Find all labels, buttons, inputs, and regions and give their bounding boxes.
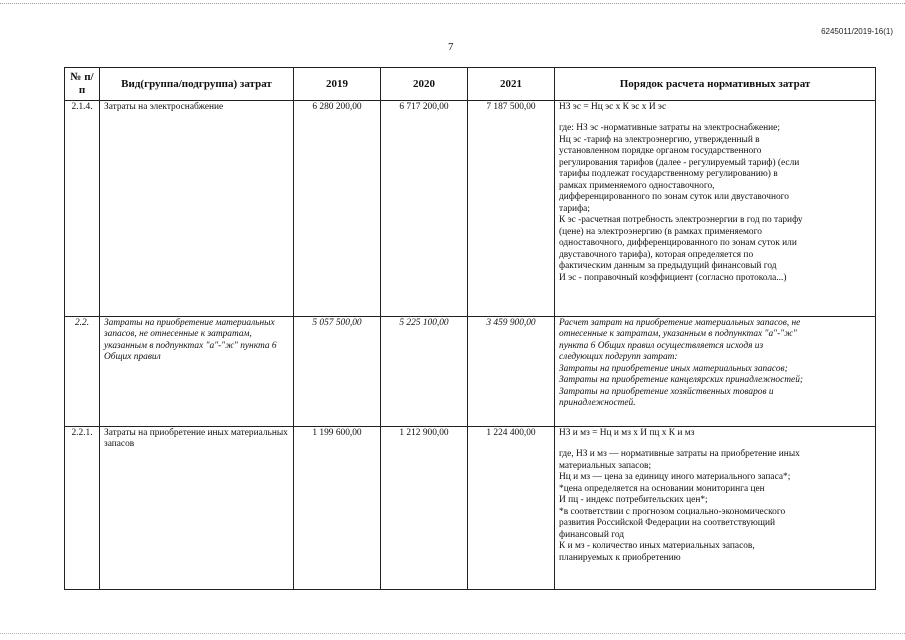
- method-line: И эс - поправочный коэффициент (согласно протокола...): [559, 272, 787, 283]
- method-line: где: НЗ эс -нормативные затраты на электроснабжение;: [559, 123, 780, 134]
- method-line: Затраты на приобретение канцелярских принадлежностей;: [559, 375, 804, 386]
- method-line: развития Российской Федерации на соответствующий: [559, 518, 776, 529]
- method-line: финансовый год: [559, 529, 625, 540]
- cost-table: [64, 67, 876, 590]
- header-method: Порядок расчета нормативных затрат: [555, 68, 876, 101]
- header-2020: 2020: [381, 68, 468, 101]
- table-row: [65, 317, 876, 427]
- method-line: рамках применяемого одноставочного,: [559, 180, 715, 191]
- method-line: *в соответствии с прогнозом социально-экономического: [559, 506, 786, 517]
- method-line: дифференцированного по зонам суток или двуставочного: [559, 192, 789, 203]
- method-line: тарифы подлежат государственному регулированию) в: [559, 169, 778, 180]
- calculation-method: [555, 317, 876, 427]
- method-line: (цене) на электроэнергию (в рамках применяемого: [559, 226, 762, 237]
- header-num: № п/п: [65, 68, 100, 101]
- document-code: 6245011/2019-16(1): [821, 27, 893, 36]
- scan-edge-top: [0, 3, 905, 5]
- method-line: отнесенные к затратам, указанным в подпунктах "а"-"ж": [559, 329, 797, 340]
- method-line: где, НЗ и мз — нормативные затраты на приобретение иных: [559, 449, 800, 460]
- method-line: Затраты на приобретение хозяйственных товаров и: [559, 386, 774, 397]
- table-row: [65, 427, 876, 590]
- calculation-method: [555, 427, 876, 590]
- calculation-method: [555, 101, 876, 317]
- method-line: Нц эс -тариф на электроэнергию, утвержденный в: [559, 134, 760, 145]
- method-line: К эс -расчетная потребность электроэнергии в год по тарифу: [559, 215, 803, 226]
- value-2019: 1 199 600,00: [294, 427, 381, 590]
- value-2019: 5 057 500,00: [294, 317, 381, 427]
- method-line: тарифа;: [559, 203, 590, 214]
- method-line: принадлежностей.: [559, 398, 636, 409]
- method-line: Расчет затрат на приобретение материальных запасов, не: [559, 318, 801, 328]
- value-2020: 6 717 200,00: [381, 101, 468, 317]
- method-line: материальных запасов;: [559, 460, 652, 471]
- method-line: регулирования тарифов (далее - регулируемый тариф) (если: [559, 157, 800, 168]
- row-number: 2.2.1.: [65, 427, 100, 590]
- method-line: двуставочного тарифа), которая определяется по: [559, 249, 754, 260]
- method-line: Затраты на приобретение иных материальных запасов;: [559, 363, 788, 374]
- header-2019: 2019: [294, 68, 381, 101]
- header-2021: 2021: [468, 68, 555, 101]
- method-line: установленном порядке органом государственного: [559, 146, 762, 157]
- row-number: 2.2.: [65, 317, 100, 427]
- method-line: К и мз - количество иных материальных запасов,: [559, 541, 755, 552]
- method-line: Нц и мз — цена за единицу иного материального запаса*;: [559, 472, 791, 483]
- header-row: [65, 68, 876, 101]
- value-2020: 1 212 900,00: [381, 427, 468, 590]
- method-line: следующих подгрупп затрат:: [559, 352, 678, 363]
- value-2021: 1 224 400,00: [468, 427, 555, 590]
- method-line: пункта 6 Общих правил осуществляется исходя из: [559, 340, 764, 351]
- header-name: Вид(группа/подгруппа) затрат: [100, 68, 294, 101]
- value-2021: 3 459 900,00: [468, 317, 555, 427]
- method-line: И пц - индекс потребительских цен*;: [559, 495, 708, 506]
- cost-type: Затраты на электроснабжение: [100, 101, 294, 317]
- value-2021: 7 187 500,00: [468, 101, 555, 317]
- row-number: 2.1.4.: [65, 101, 100, 317]
- scan-edge-bottom: [0, 633, 905, 635]
- table-row: [65, 101, 876, 317]
- method-line: *цена определяется на основании мониторинга цен: [559, 483, 765, 494]
- method-line: фактическим данным за предыдущий финансовый год: [559, 261, 777, 272]
- value-2020: 5 225 100,00: [381, 317, 468, 427]
- formula: НЗ и мз = Нц и мз х И пц х К и мз: [559, 428, 695, 438]
- method-line: одноставочного, дифференцированного по зонам суток или: [559, 238, 797, 249]
- page-number: 7: [448, 41, 454, 53]
- cost-type: Затраты на приобретение иных материальных запасов: [100, 427, 294, 590]
- formula: НЗ эс = Нц эс х К эс х И эс: [559, 102, 667, 112]
- value-2019: 6 280 200,00: [294, 101, 381, 317]
- method-line: планируемых к приобретению: [559, 552, 681, 563]
- cost-type: Затраты на приобретение материальных запасов, не отнесенные к затратам, указанным в подпунктах "а"-"ж" пункта 6 Общих правил: [100, 317, 294, 427]
